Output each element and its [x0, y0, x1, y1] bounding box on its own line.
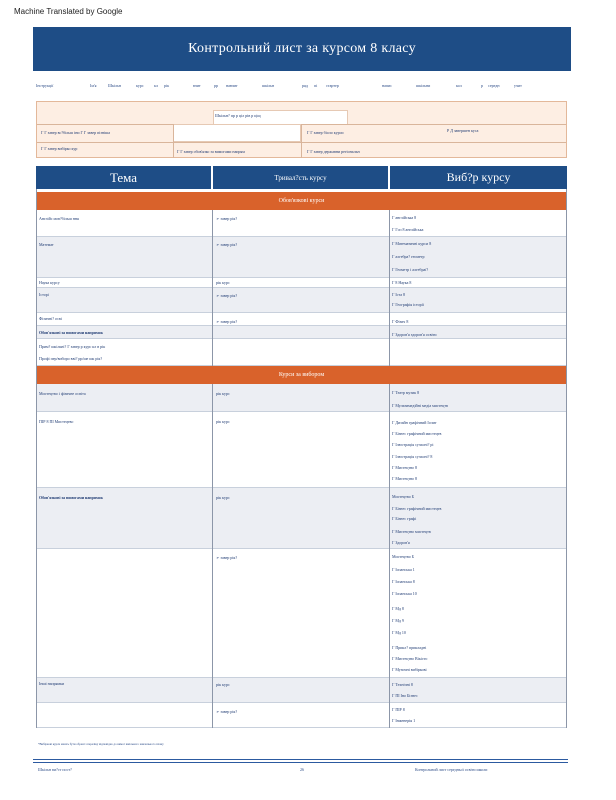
- row-choice[interactable]: Г ПІ Іно Бізнес: [392, 693, 418, 698]
- info-word: стартер: [326, 83, 339, 88]
- info-word: шкільн: [262, 83, 275, 88]
- row-choice[interactable]: Г Мультимедійні медіа мистецтв: [392, 403, 448, 408]
- box-r1-far: Р Д завершен куса: [447, 128, 479, 133]
- table-row: [36, 339, 567, 366]
- header-duration: Тривал?сть курсу: [213, 166, 388, 189]
- info-word: Ім'я: [90, 83, 97, 88]
- row-choice[interactable]: Мистецтво Б: [392, 494, 415, 499]
- row-choice[interactable]: Г Музичні вибіркові: [392, 667, 427, 672]
- row-choice[interactable]: Г Геометр і алгебраї?: [392, 267, 429, 272]
- row-choice[interactable]: Г Фізич 8: [392, 319, 409, 324]
- info-word: Інструкції: [36, 83, 54, 88]
- table-row: [36, 237, 567, 278]
- footer-right: Контрольний лист середньої освіти школи: [415, 767, 488, 772]
- table-row: [36, 288, 567, 313]
- blank-cell: [173, 124, 301, 142]
- box-r2-left: Г Г завер вибірко кур: [41, 146, 78, 151]
- row-choice[interactable]: Г Театр музик 8: [392, 390, 420, 395]
- row-choice[interactable]: Г Іспанська 8: [392, 579, 415, 584]
- table-row: [36, 313, 567, 326]
- info-word: вчит: [193, 83, 201, 88]
- table-row: [36, 326, 567, 339]
- row-choice[interactable]: Г Мистецтво мистецтв: [392, 529, 431, 534]
- info-word: середн: [488, 83, 500, 88]
- row-tema: Інші напрямки: [39, 681, 65, 686]
- info-word: р: [481, 83, 483, 88]
- row-tema: Мистецтво і фізичне освіта: [39, 391, 86, 396]
- row-duration[interactable]: ➢ завер рік?: [216, 242, 238, 247]
- table-row: [36, 488, 567, 549]
- row-tema: Математ: [39, 242, 54, 247]
- table-row: [36, 549, 567, 678]
- box-heading: Шкільн? пр р ціл рів р ціщ: [215, 113, 261, 118]
- info-word: пі: [314, 83, 318, 88]
- info-word: учит: [514, 83, 522, 88]
- row-choice[interactable]: Г Бізнес графі: [392, 516, 417, 521]
- row-choice[interactable]: Г Прикл? прикладні: [392, 645, 427, 650]
- row-duration[interactable]: ➢ завер рік?: [216, 216, 238, 221]
- row-tema: Англійс мов?більш ння: [39, 216, 79, 221]
- row-choice[interactable]: Г Іспанська 10: [392, 591, 417, 596]
- row-choice[interactable]: Г 8 Наука 8: [392, 280, 412, 285]
- info-word: ряд: [302, 83, 308, 88]
- arrow-icon: ➢: [216, 555, 221, 560]
- row-tema: Прим? шкільні? Г завер р курс кл в рік: [39, 344, 106, 349]
- instructions-row: [36, 83, 576, 93]
- arrow-icon: ➢: [216, 216, 221, 221]
- row-choice[interactable]: Г Технічні 8: [392, 682, 413, 687]
- row-tema: ПІР 8 ПІ Мистецтво: [39, 419, 74, 424]
- row-duration[interactable]: ➢ завер рік?: [216, 555, 238, 560]
- row-tema: Історі: [39, 292, 49, 297]
- row-choice[interactable]: Г Мд 10: [392, 630, 406, 635]
- row-duration: рік курс: [216, 280, 230, 285]
- row-tema: Фізичні? осві: [39, 316, 62, 321]
- table-row: [36, 678, 567, 703]
- row-duration: рік курс: [216, 391, 230, 396]
- row-choice[interactable]: Г Географія історії: [392, 302, 424, 307]
- info-word: кол: [456, 83, 462, 88]
- info-word: напис: [382, 83, 392, 88]
- row-choice[interactable]: Г Мд 8: [392, 606, 404, 611]
- table-row: [36, 210, 567, 237]
- graduation-requirements-box: [36, 101, 567, 158]
- info-word: шкільни: [416, 83, 431, 88]
- box-r1-left: Г Г завер вс?більш іни Г Г завер пізніша: [41, 130, 111, 135]
- info-word: навчит: [226, 83, 238, 88]
- row-choice[interactable]: Мистецтво Б: [392, 554, 415, 559]
- page-title: Контрольний лист за курсом 8 класу: [33, 27, 571, 71]
- table-border-left: [36, 189, 37, 728]
- row-choice[interactable]: Г Мистецтво Вікісто: [392, 656, 428, 661]
- row-choice[interactable]: Г Бізнес графічний мистецтв: [392, 506, 442, 511]
- arrow-icon: ➢: [216, 293, 221, 298]
- row-choice[interactable]: Г Мистецтво 8: [392, 476, 418, 481]
- column-divider: [212, 210, 213, 366]
- row-choice[interactable]: Г Інженерія 1: [392, 718, 416, 723]
- arrow-icon: ➢: [216, 242, 221, 247]
- info-word: Шкільн: [108, 83, 122, 88]
- row-choice[interactable]: Г Здоров'я здоров'я освіти: [392, 332, 437, 337]
- arrow-icon: ➢: [216, 709, 221, 714]
- row-tema: Профі пер/виборо вві? рр/ше шк рік?: [39, 356, 103, 361]
- row-choice[interactable]: Г Іста 8: [392, 292, 405, 297]
- column-divider: [389, 210, 390, 366]
- column-divider: [212, 384, 213, 728]
- row-duration[interactable]: ➢ завер рік?: [216, 709, 238, 714]
- row-choice[interactable]: Г Дизайн графічний Іспит: [392, 420, 437, 425]
- row-choice[interactable]: Г Мистецтво 8: [392, 465, 418, 470]
- row-duration: рік курс: [216, 495, 230, 500]
- row-tema: Обов'язкові за вимогами напрямок: [39, 330, 103, 335]
- page-number: 26: [300, 767, 304, 772]
- row-choice[interactable]: Г англійська 8: [392, 215, 417, 220]
- row-choice[interactable]: Г Здоров'я: [392, 540, 410, 545]
- table-row: [36, 384, 567, 412]
- box-r1-right: Г Г завер біоло курси: [307, 130, 344, 135]
- table-row: [36, 412, 567, 488]
- row-choice[interactable]: Г Мд 9: [392, 618, 404, 623]
- section-electives: Курси за вибором: [36, 366, 567, 384]
- row-choice[interactable]: Г Гсп 8 англійська: [392, 227, 424, 232]
- row-choice[interactable]: Г Іспанська 1: [392, 567, 415, 572]
- info-word: рр: [214, 83, 218, 88]
- row-tema: Наука курсу: [39, 280, 60, 285]
- table-row: [36, 703, 567, 728]
- row-choice[interactable]: Г Бізнес графічний мистецтв: [392, 431, 442, 436]
- info-word: кл: [154, 83, 158, 88]
- table-border-right: [566, 189, 567, 728]
- row-tema: Обов'язкові за вимогами напрямок: [39, 495, 103, 500]
- info-word: рік: [164, 83, 170, 88]
- row-choice[interactable]: Г алгебра? геометр: [392, 254, 425, 259]
- box-r2-mid: Г Г завер обов'язко за вимогами напрям: [177, 149, 245, 154]
- footnote: *Вибіркові курси мають бути обрані з переліку відповідно до вимог шкільного навчального плану: [38, 742, 164, 746]
- row-duration[interactable]: ➢ завер рік?: [216, 293, 238, 298]
- arrow-icon: ➢: [216, 319, 221, 324]
- row-choice[interactable]: Г Математичні курси 8: [392, 241, 432, 246]
- info-word: курс: [136, 83, 144, 88]
- box-r2-right: Г Г завер державни регіональн: [307, 149, 360, 154]
- row-duration: рік курс: [216, 682, 230, 687]
- footer-rule: [33, 762, 568, 763]
- section-mandatory: Обов'язкові курси: [36, 192, 567, 210]
- header-choice: Виб?р курсу: [390, 166, 567, 189]
- footer-rule: [33, 759, 568, 760]
- row-choice[interactable]: Г ПІР 8: [392, 707, 405, 712]
- header-tema: Тема: [36, 166, 211, 189]
- table-row: [36, 278, 567, 288]
- row-duration[interactable]: ➢ завер рік?: [216, 319, 238, 324]
- row-duration: рік курс: [216, 419, 230, 424]
- machine-translation-watermark: Machine Translated by Google: [14, 7, 123, 16]
- row-choice[interactable]: Г Ілюстрація сучасні? 8: [392, 454, 433, 459]
- footer-left: Шкільн ви?ст пост?: [38, 767, 72, 772]
- row-choice[interactable]: Г Ілюстрація сучасні? рі: [392, 442, 434, 447]
- column-divider: [389, 384, 390, 728]
